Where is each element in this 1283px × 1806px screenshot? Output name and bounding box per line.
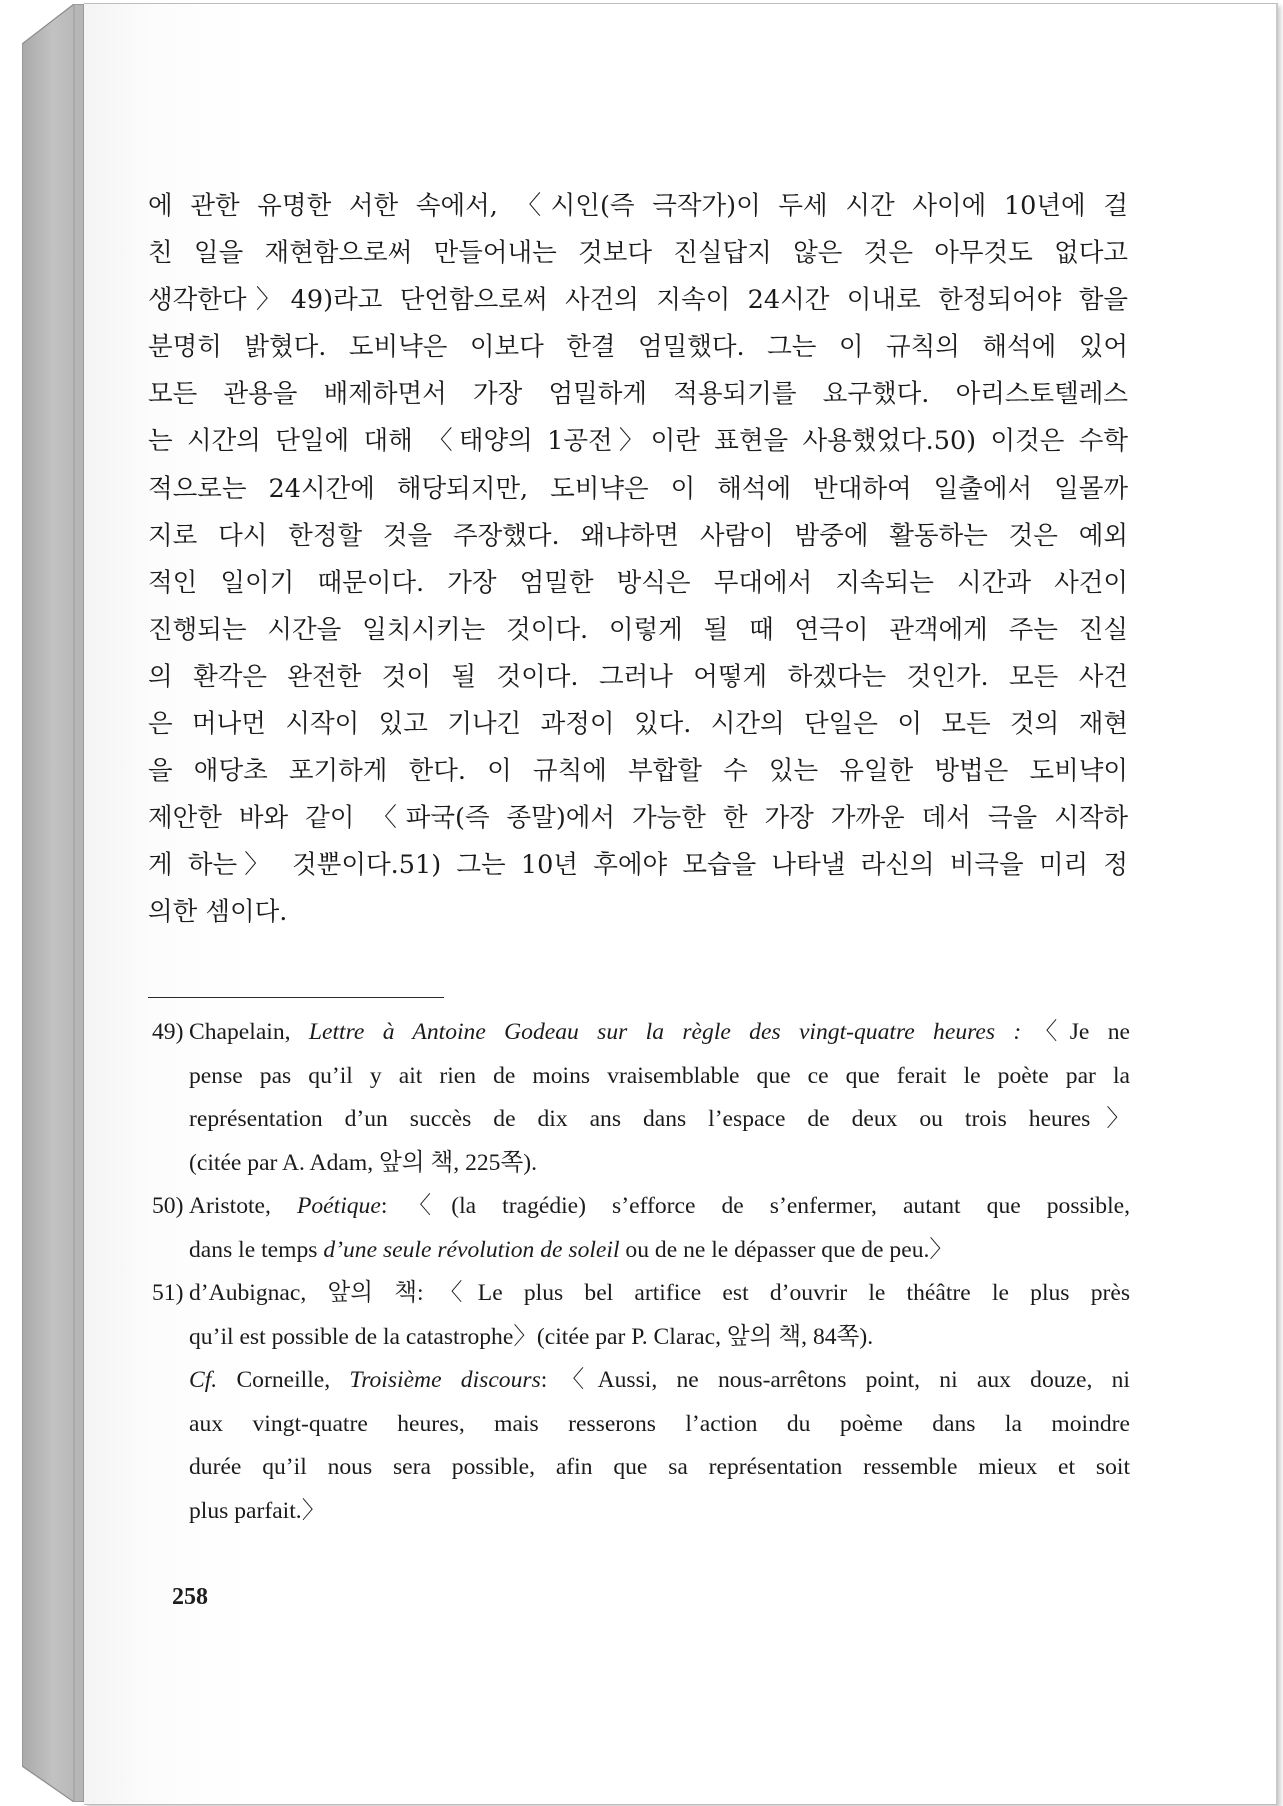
book-spine	[22, 4, 84, 1802]
footnote-author: Corneille,	[236, 1367, 331, 1393]
footnote-number: 51)	[152, 1280, 184, 1306]
footnote-51-line	[152, 1359, 1130, 1403]
page-number: 258	[172, 1584, 208, 1610]
main-text	[148, 183, 1128, 937]
footnote-51-line: qu’il est possible de la catastrophe〉(citée par P. Clarac, 앞의 책, 84쪽).	[189, 1323, 874, 1350]
footnote-49-line: représentation d’un succès de dix ans dans l’espace de deux ou trois heures〉	[189, 1106, 1130, 1132]
footnote-text: d’Aubignac, 앞의 책:〈Le plus bel artifice est d’ouvrir le théâtre le plus près	[189, 1280, 1130, 1306]
footnote-author: Aristote,	[189, 1193, 271, 1219]
footnote-51-line: aux vingt-quatre heures, mais resserons l’action du poème dans la moindre	[189, 1410, 1130, 1437]
text-line: 적인 일이기 때문이다. 가장 엄밀한 방식은 무대에서 지속되는 시간과 사건이	[148, 567, 1128, 598]
footnote-text: dans le temps	[189, 1236, 318, 1263]
text-line: 분명히 밝혔다. 도비냑은 이보다 한결 엄밀했다. 그는 이 규칙의 해석에 있어	[148, 332, 1128, 363]
footnote-50-line	[152, 1185, 1130, 1229]
book-spine-shape	[22, 4, 84, 1802]
footnote-title: Troisième discours	[349, 1367, 541, 1393]
footnote-49-line: (citée par A. Adam, 앞의 책, 225쪽).	[189, 1149, 538, 1176]
text-line: 생각한다〉49)라고 단언함으로써 사건의 지속이 24시간 이내로 한정되어야 함을	[148, 285, 1128, 316]
footnote-text: 〈Je ne	[1021, 1019, 1130, 1045]
text-line: 제안한 바와 같이 〈파국(즉 종말)에서 가능한 한 가장 가까운 데서 극을 시작하	[148, 803, 1128, 834]
footnote-51-line: durée qu’il nous sera possible, afin que sa représentation ressemble mieux et soit	[189, 1454, 1130, 1480]
text-line: 을 애당초 포기하게 한다. 이 규칙에 부합할 수 있는 유일한 방법은 도비냑이	[148, 756, 1128, 787]
footnote-text: :〈(la tragédie) s’efforce de s’enfermer, autant que possible,	[380, 1193, 1130, 1219]
text-line: 적으로는 24시간에 해당되지만, 도비냑은 이 해석에 반대하여 일출에서 일몰까	[148, 473, 1128, 504]
text-line: 진행되는 시간을 일치시키는 것이다. 이렇게 될 때 연극이 관객에게 주는 진실	[148, 614, 1128, 645]
footnote-author: Chapelain,	[189, 1019, 291, 1045]
footnote-divider	[148, 997, 444, 998]
footnote-title: Lettre à Antoine Godeau sur la règle des vingt-quatre heures :	[308, 1019, 1022, 1045]
footnote-text: :〈Aussi, ne nous-arrêtons point, ni aux douze, ni	[540, 1367, 1130, 1393]
text-line: 게 하는〉 것뿐이다.51) 그는 10년 후에야 모습을 나타낼 라신의 비극을 미리 정	[148, 850, 1128, 881]
footnote-51-line: plus parfait.〉	[189, 1497, 326, 1524]
text-line: 친 일을 재현함으로써 만들어내는 것보다 진실답지 않은 것은 아무것도 없다고	[148, 238, 1128, 269]
footnote-cf: Cf.	[189, 1367, 218, 1393]
footnote-number: 50)	[152, 1193, 184, 1219]
footnote-49-line: pense pas qu’il y ait rien de moins vraisemblable que ce que ferait le poète par la	[189, 1062, 1130, 1089]
footnote-italic-phrase: d’une seule révolution de soleil	[323, 1236, 620, 1263]
text-line: 은 머나먼 시작이 있고 기나긴 과정이 있다. 시간의 단일은 이 모든 것의 재현	[148, 709, 1128, 740]
text-line: 에 관한 유명한 서한 속에서, 〈시인(즉 극작가)이 두세 시간 사이에 10년에 걸	[148, 191, 1128, 221]
footnote-49-line	[152, 1011, 1130, 1055]
footnote-title: Poétique	[296, 1193, 381, 1219]
text-line: 의한 셈이다.	[148, 897, 288, 928]
footnotes	[152, 1011, 1130, 1533]
text-line: 모든 관용을 배제하면서 가장 엄밀하게 적용되기를 요구했다. 아리스토텔레스	[148, 379, 1128, 410]
text-line: 의 환각은 완전한 것이 될 것이다. 그러나 어떻게 하겠다는 것인가. 모든 사건	[148, 661, 1128, 692]
footnote-50-line	[152, 1229, 1130, 1273]
footnote-51-line	[152, 1272, 1130, 1316]
text-line: 는 시간의 단일에 대해 〈태양의 1공전〉이란 표현을 사용했었다.50) 이것은 수학	[148, 426, 1128, 457]
footnote-number: 49)	[152, 1019, 184, 1045]
footnote-text: ou de ne le dépasser que de peu.〉	[625, 1236, 953, 1263]
text-line: 지로 다시 한정할 것을 주장했다. 왜냐하면 사람이 밤중에 활동하는 것은 예외	[148, 520, 1128, 551]
